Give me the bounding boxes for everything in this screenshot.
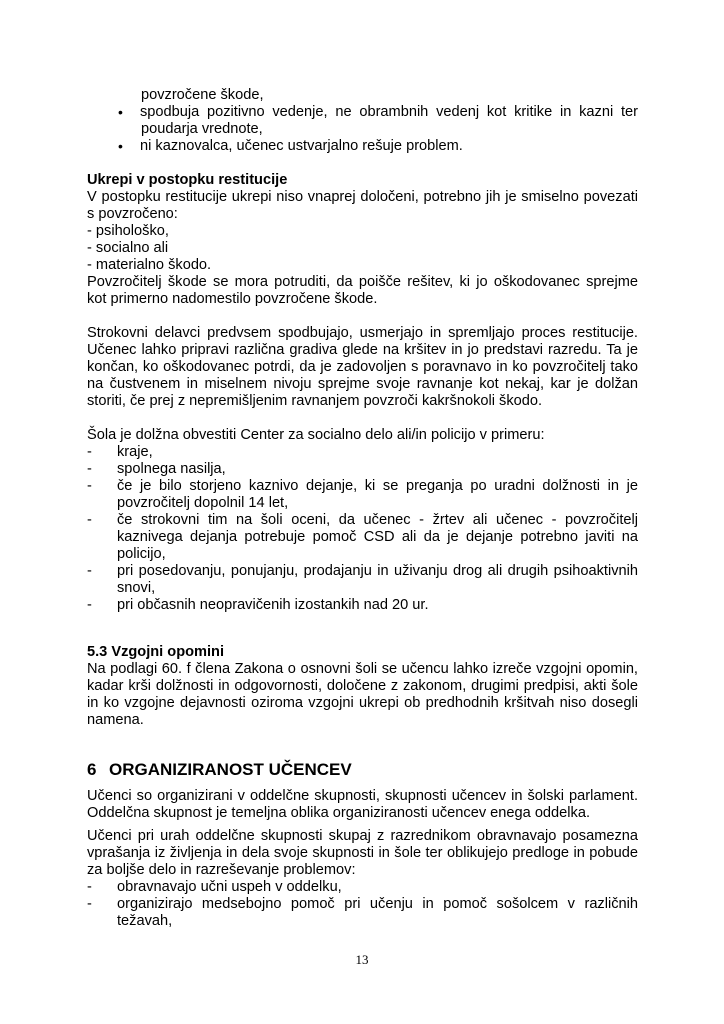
chapter-heading	[87, 760, 352, 780]
list-item: pri posedovanju, ponujanju, prodajanju in uživanju drog ali drugih psihoaktivnih	[117, 563, 638, 579]
list-item: - socialno ali	[87, 240, 169, 256]
text-line: Na podlagi 60. f člena Zakona o osnovni šoli se učencu lahko izreče vzgojni opomin,	[87, 661, 638, 677]
text-line: kadar krši dolžnosti in odgovornosti, določene z zakonom, drugimi predpisi, akti šole	[87, 678, 638, 694]
list-item: kraje,	[117, 444, 153, 460]
text-line: in ko vzgojne dejavnosti oziroma vzgojni ukrepi ob predhodnih kršitvah niso dosegli	[87, 695, 638, 711]
dash-marker: -	[87, 461, 92, 477]
bullet-icon: •	[118, 104, 123, 120]
dash-marker: -	[87, 563, 92, 579]
page-number: 13	[355, 952, 369, 967]
dash-marker: -	[87, 444, 92, 460]
list-item: snovi,	[117, 580, 156, 596]
list-item: pri občasnih neopravičenih izostankih nad 20 ur.	[117, 597, 429, 613]
list-item: organizirajo medsebojno pomoč pri učenju in pomoč sošolcem v različnih	[117, 896, 638, 912]
list-item: če strokovni tim na šoli oceni, da učenec - žrtev ali učenec - povzročitelj	[117, 512, 638, 528]
section-heading: Ukrepi v postopku restitucije	[87, 172, 288, 188]
text-line: vprašanja iz življenja in dela svoje skupnosti in šole ter oblikujejo predloge in pobude	[87, 845, 638, 861]
dash-marker: -	[87, 896, 92, 912]
text-line: končan, ko oškodovanec potrdi, da je zadovoljen s poravnavo in ko povzročitelj tako	[87, 359, 638, 375]
chapter-title: ORGANIZIRANOST UČENCEV	[109, 760, 352, 779]
list-item: povzročitelj dopolnil 14 let,	[117, 495, 289, 511]
list-item: - materialno škodo.	[87, 257, 212, 273]
text-line: Učenci so organizirani v oddelčne skupnosti, skupnosti učencev in šolski parlament.	[87, 788, 638, 804]
text-line: ni kaznovalca, učenec ustvarjalno rešuje problem.	[140, 138, 463, 154]
text-line: Povzročitelj škode se mora potruditi, da poišče rešitev, ki jo oškodovanec sprejme	[87, 274, 638, 290]
text-line: V postopku restitucije ukrepi niso vnaprej določeni, potrebno jih je smiselno povezati	[87, 189, 638, 205]
section-heading: 5.3 Vzgojni opomini	[87, 644, 225, 660]
list-item: - psihološko,	[87, 223, 169, 239]
text-line: na čustvenem in miselnem nivoju sprejme svoje ravnanje kot nekaj, kar je dolžan	[87, 376, 638, 392]
chapter-number: 6	[87, 760, 97, 779]
text-line: storiti, če prej z nepremišljenim ravnanjem povzroči kakršnokoli škodo.	[87, 393, 543, 409]
bullet-icon: •	[118, 138, 123, 154]
list-item: obravnavajo učni uspeh v oddelku,	[117, 879, 342, 895]
dash-marker: -	[87, 879, 92, 895]
text-line: namena.	[87, 712, 144, 728]
text-line: Učenci pri urah oddelčne skupnosti skupaj z razrednikom obravnavajo posamezna	[87, 828, 638, 844]
list-item: če je bilo storjeno kaznivo dejanje, ki se preganja po uradni dolžnosti in je	[117, 478, 638, 494]
text-line: Strokovni delavci predvsem spodbujajo, usmerjajo in spremljajo proces restitucije.	[87, 325, 638, 341]
text-line: Učenec lahko pripravi različna gradiva glede na kršitev in jo predstavi razredu. Ta je	[87, 342, 638, 358]
list-item: kaznivega dejanja potrebuje pomoč CSD ali da je dejanje potrebno javiti na	[117, 529, 638, 545]
text-line: povzročene škode,	[141, 87, 264, 103]
text-line: Oddelčna skupnost je temeljna oblika organiziranosti učencev enega oddelka.	[87, 805, 590, 821]
text-line: s povzročeno:	[87, 206, 178, 222]
text-line: spodbuja pozitivno vedenje, ne obrambnih vedenj kot kritike in kazni ter	[140, 104, 638, 120]
list-item: težavah,	[117, 913, 173, 929]
text-line: Šola je dolžna obvestiti Center za socialno delo ali/in policijo v primeru:	[87, 427, 545, 443]
dash-marker: -	[87, 512, 92, 528]
text-line: za boljše delo in razreševanje problemov:	[87, 862, 356, 878]
list-item: spolnega nasilja,	[117, 461, 226, 477]
dash-marker: -	[87, 597, 92, 613]
text-line: kot primerno nadomestilo povzročene škode.	[87, 291, 378, 307]
list-item: policijo,	[117, 546, 166, 562]
text-line: poudarja vrednote,	[141, 121, 263, 137]
dash-marker: -	[87, 478, 92, 494]
